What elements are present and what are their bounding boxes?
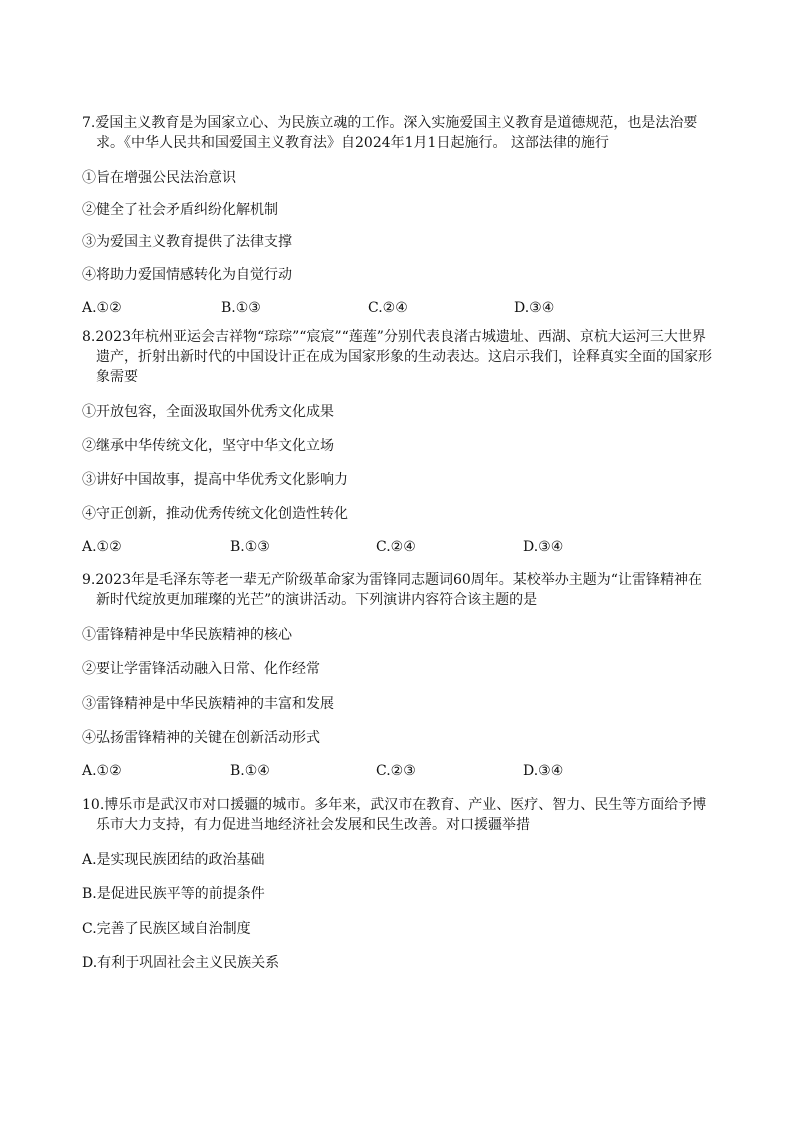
question-9 — [82, 570, 712, 610]
question-10 — [82, 795, 712, 835]
answer-choices — [82, 298, 722, 318]
statement-option: ③雷锋精神是中华民族精神的丰富和发展 — [82, 696, 334, 712]
question-stem: 7.爱国主义教育是为国家立心、为民族立魂的工作。深入实施爱国主义教育是道德规范，也是法治要求。《中华人民共和国爱国主义教育法》自2024年1月1日起施行。 这部法律的施行 — [82, 115, 698, 151]
statement-option: ④将助力爱国情感转化为自觉行动 — [82, 267, 292, 283]
choice-d[interactable]: D.③④ — [514, 300, 555, 316]
choice-c[interactable]: C.完善了民族区域自治制度 — [82, 921, 251, 937]
choice-a[interactable]: A.是实现民族团结的政治基础 — [82, 852, 265, 868]
choice-b[interactable]: B.是促进民族平等的前提条件 — [82, 886, 265, 902]
statement-option: ②要让学雷锋活动融入日常、化作经常 — [82, 661, 320, 677]
statement-option: ③为爱国主义教育提供了法律支撑 — [82, 234, 292, 250]
choice-a[interactable]: A.①② — [82, 763, 122, 779]
question-7 — [82, 113, 712, 153]
choice-b[interactable]: B.①④ — [230, 763, 270, 779]
statement-option: ①开放包容，全面汲取国外优秀文化成果 — [82, 404, 334, 420]
choice-a[interactable]: A.①② — [82, 539, 122, 555]
choice-c[interactable]: C.②④ — [376, 539, 416, 555]
choice-a[interactable]: A.①② — [82, 300, 122, 316]
choice-d[interactable]: D.③④ — [523, 539, 564, 555]
choice-d[interactable]: D.③④ — [523, 763, 564, 779]
statement-option: ②健全了社会矛盾纠纷化解机制 — [82, 202, 278, 218]
statement-option: ④守正创新，推动优秀传统文化创造性转化 — [82, 506, 348, 522]
choice-d[interactable]: D.有利于巩固社会主义民族关系 — [82, 955, 280, 971]
statement-option: ①雷锋精神是中华民族精神的核心 — [82, 627, 292, 643]
choice-b[interactable]: B.①③ — [221, 300, 261, 316]
question-stem: 9.2023年是毛泽东等老一辈无产阶级革命家为雷锋同志题词60周年。某校举办主题为“让雷锋精神在新时代绽放更加璀璨的光芒”的演讲活动。下列演讲内容符合该主题的是 — [82, 572, 702, 608]
statement-option: ①旨在增强公民法治意识 — [82, 170, 236, 186]
choice-b[interactable]: B.①③ — [230, 539, 270, 555]
answer-choices — [82, 761, 722, 781]
choice-c[interactable]: C.②④ — [368, 300, 408, 316]
statement-option: ②继承中华传统文化，坚守中华文化立场 — [82, 438, 334, 454]
question-stem: 8.2023年杭州亚运会吉祥物“琮琮”“宸宸”“莲莲”分别代表良渚古城遗址、西湖、京杭大运河三大世界遗产，折射出新时代的中国设计正在成为国家形象的生动表达。这启示我们，诠释真实全面的国家形象需要 — [82, 329, 712, 385]
choice-c[interactable]: C.②③ — [376, 763, 416, 779]
question-stem: 10.博乐市是武汉市对口援疆的城市。多年来，武汉市在教育、产业、医疗、智力、民生等方面给予博乐市大力支持，有力促进当地经济社会发展和民生改善。对口援疆举措 — [82, 797, 707, 833]
statement-option: ③讲好中国故事，提高中华优秀文化影响力 — [82, 472, 348, 488]
answer-choices — [82, 537, 722, 557]
question-8 — [82, 327, 712, 387]
statement-option: ④弘扬雷锋精神的关键在创新活动形式 — [82, 730, 320, 746]
